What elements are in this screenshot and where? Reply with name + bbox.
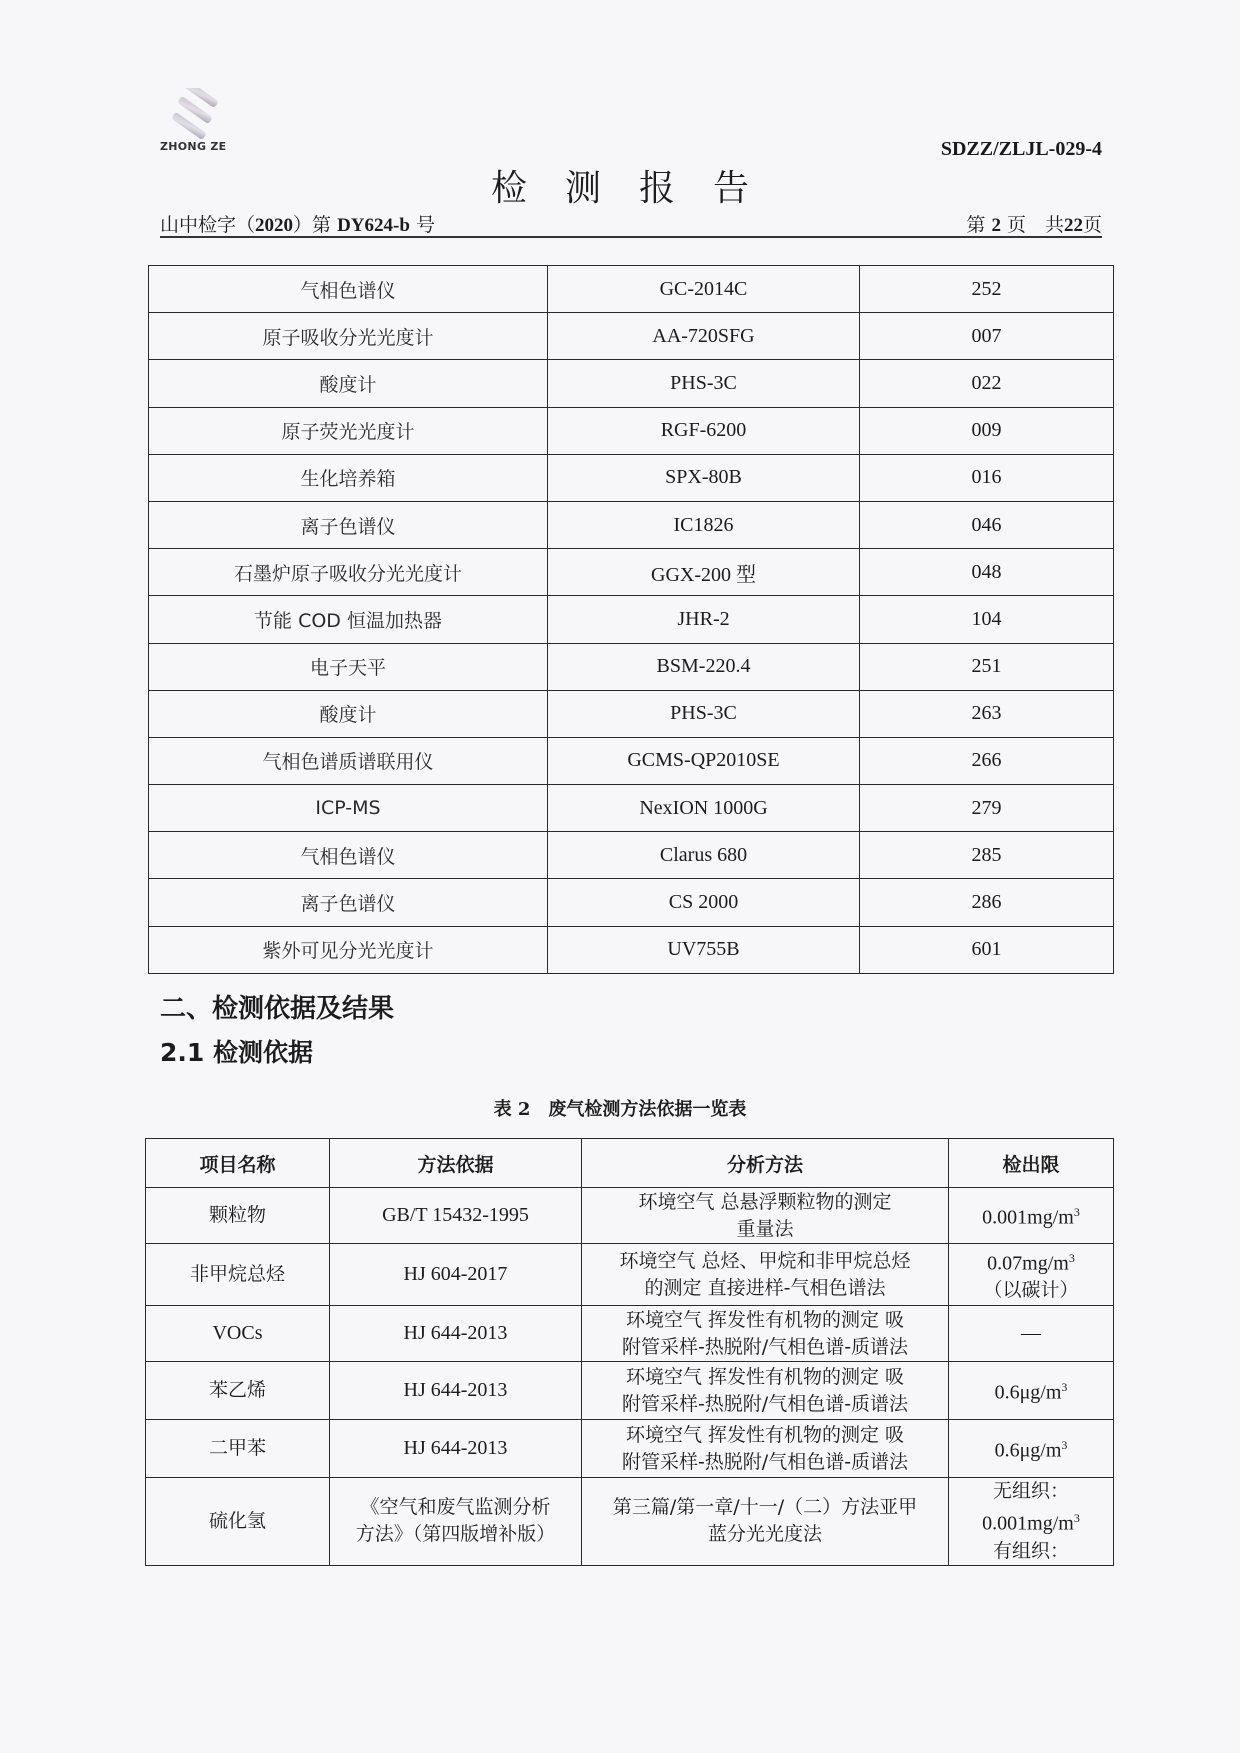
report-no-prefix: 山中检字（	[160, 214, 256, 236]
col-header-basis: 方法依据	[330, 1139, 582, 1188]
item-name: 二甲苯	[146, 1420, 330, 1478]
limit-value: 0.07mg/m	[987, 1252, 1069, 1275]
logo-stripes-icon	[168, 88, 228, 144]
limit-label-organized: 有组织：	[992, 1539, 1069, 1562]
basis-line-2: 方法》（第四版增补版）	[355, 1523, 556, 1546]
equipment-model: NexION 1000G	[548, 785, 860, 832]
limit-value: 0.6μg/m	[994, 1381, 1062, 1404]
limit-value: 0.001mg/m	[982, 1206, 1074, 1229]
equipment-id: 007	[860, 313, 1114, 360]
table-row	[149, 596, 1114, 643]
page-total: 22	[1063, 215, 1083, 236]
table-row	[146, 1244, 1114, 1306]
item-name: 颗粒物	[146, 1188, 330, 1244]
table-row	[149, 832, 1114, 879]
table-row	[146, 1420, 1114, 1478]
equipment-model: GCMS-QP2010SE	[548, 737, 860, 784]
table-row	[149, 643, 1114, 690]
table-caption: 表 2 废气检测方法依据一览表	[493, 1099, 747, 1120]
equipment-name: 电子天平	[149, 643, 548, 690]
equipment-id: 279	[860, 785, 1114, 832]
logo-text: ZHONG ZE	[160, 140, 227, 153]
equipment-model: AA-720SFG	[548, 313, 860, 360]
limit-exponent: 3	[1068, 1250, 1075, 1265]
detection-limit: —	[949, 1306, 1114, 1362]
equipment-model: IC1826	[548, 501, 860, 548]
document-code: SDZZ/ZLJL-029-4	[940, 138, 1102, 160]
equipment-id: 009	[860, 407, 1114, 454]
item-name: 非甲烷总烃	[146, 1244, 330, 1306]
company-logo	[168, 88, 228, 144]
equipment-id: 048	[860, 549, 1114, 596]
method-basis: HJ 604-2017	[330, 1244, 582, 1306]
table-row	[149, 690, 1114, 737]
analysis-method	[582, 1244, 949, 1306]
equipment-id: 251	[860, 643, 1114, 690]
method-line-1: 环境空气 挥发性有机物的测定 吸	[625, 1308, 905, 1331]
equipment-id: 285	[860, 832, 1114, 879]
table-row	[149, 785, 1114, 832]
equipment-id: 263	[860, 690, 1114, 737]
equipment-model: Clarus 680	[548, 832, 860, 879]
equipment-name: 生化培养箱	[149, 454, 548, 501]
item-name: VOCs	[146, 1306, 330, 1362]
equipment-name: 离子色谱仪	[149, 879, 548, 926]
report-no-suffix: 号	[409, 214, 435, 236]
analysis-method	[582, 1306, 949, 1362]
method-line-1: 环境空气 总悬浮颗粒物的测定	[638, 1190, 892, 1213]
equipment-name: 酸度计	[149, 360, 548, 407]
table-row	[146, 1478, 1114, 1566]
detection-limit	[949, 1420, 1114, 1478]
analysis-method	[582, 1362, 949, 1420]
subsection-heading: 2.1 检测依据	[160, 1038, 313, 1067]
method-line-2: 重量法	[736, 1217, 794, 1240]
equipment-model: PHS-3C	[548, 690, 860, 737]
equipment-model: PHS-3C	[548, 360, 860, 407]
equipment-table	[148, 265, 1114, 974]
col-header-item: 项目名称	[146, 1139, 330, 1188]
limit-exponent: 3	[1073, 1205, 1080, 1220]
analysis-method	[582, 1188, 949, 1244]
equipment-name: 节能 COD 恒温加热器	[149, 596, 548, 643]
equipment-id: 252	[860, 266, 1114, 313]
limit-value: 0.6μg/m	[994, 1439, 1062, 1462]
equipment-id: 104	[860, 596, 1114, 643]
table-row	[149, 360, 1114, 407]
page-label-2: 页 共	[1000, 214, 1064, 236]
page-title: 检测报告	[490, 168, 787, 209]
equipment-model: JHR-2	[548, 596, 860, 643]
equipment-id: 266	[860, 737, 1114, 784]
report-number	[160, 210, 435, 237]
method-line-2: 附管采样-热脱附/气相色谱-质谱法	[621, 1335, 909, 1358]
table-row	[146, 1188, 1114, 1244]
col-header-limit: 检出限	[949, 1139, 1114, 1188]
table-row	[149, 407, 1114, 454]
detection-limit	[949, 1244, 1114, 1306]
table-header-row	[146, 1139, 1114, 1188]
col-header-method: 分析方法	[582, 1139, 949, 1188]
analysis-method	[582, 1420, 949, 1478]
limit-exponent: 3	[1061, 1380, 1068, 1395]
table-row	[149, 454, 1114, 501]
page-current: 2	[991, 215, 1001, 236]
method-line-1: 环境空气 总烃、甲烷和非甲烷总烃	[619, 1249, 911, 1272]
page-number	[966, 210, 1102, 237]
item-name: 苯乙烯	[146, 1362, 330, 1420]
method-line-1: 环境空气 挥发性有机物的测定 吸	[625, 1365, 905, 1388]
equipment-model: CS 2000	[548, 879, 860, 926]
table-row	[149, 313, 1114, 360]
equipment-id: 016	[860, 454, 1114, 501]
equipment-name: 石墨炉原子吸收分光光度计	[149, 549, 548, 596]
method-basis	[330, 1478, 582, 1566]
table-row	[146, 1306, 1114, 1362]
table-row	[149, 501, 1114, 548]
table-row	[149, 549, 1114, 596]
method-line-2: 附管采样-热脱附/气相色谱-质谱法	[621, 1450, 909, 1473]
table-row	[149, 737, 1114, 784]
limit-exponent: 3	[1061, 1438, 1068, 1453]
method-line-1: 第三篇/第一章/十一/（二）方法亚甲	[612, 1496, 918, 1519]
method-line-1: 环境空气 挥发性有机物的测定 吸	[625, 1423, 905, 1446]
report-year: 2020	[255, 215, 294, 236]
equipment-model: UV755B	[548, 926, 860, 973]
table-row	[149, 879, 1114, 926]
equipment-name: ICP-MS	[149, 785, 548, 832]
table-row	[149, 266, 1114, 313]
method-line-2: 蓝分光光度法	[707, 1523, 822, 1546]
method-line-2: 的测定 直接进样-气相色谱法	[644, 1276, 886, 1299]
method-basis: HJ 644-2013	[330, 1306, 582, 1362]
equipment-model: RGF-6200	[548, 407, 860, 454]
header-divider	[160, 236, 1102, 238]
detection-limit	[949, 1362, 1114, 1420]
equipment-name: 紫外可见分光光度计	[149, 926, 548, 973]
section-heading: 二、检测依据及结果	[160, 994, 395, 1024]
method-line-2: 附管采样-热脱附/气相色谱-质谱法	[621, 1392, 909, 1415]
equipment-id: 601	[860, 926, 1114, 973]
limit-label-fugitive: 无组织：	[992, 1480, 1069, 1502]
equipment-name: 离子色谱仪	[149, 501, 548, 548]
equipment-name: 气相色谱质谱联用仪	[149, 737, 548, 784]
equipment-model: SPX-80B	[548, 454, 860, 501]
limit-exponent: 3	[1073, 1511, 1080, 1525]
report-id: DY624-b	[337, 215, 410, 236]
basis-line-1: 《空气和废气监测分析	[360, 1496, 551, 1519]
table-row	[146, 1362, 1114, 1420]
report-no-mid: ）第	[293, 214, 338, 236]
equipment-name: 气相色谱仪	[149, 832, 548, 879]
item-name: 硫化氢	[146, 1478, 330, 1566]
equipment-id: 286	[860, 879, 1114, 926]
equipment-name: 原子吸收分光光度计	[149, 313, 548, 360]
equipment-model: GGX-200 型	[548, 549, 860, 596]
page-label-1: 第	[966, 214, 992, 236]
analysis-method	[582, 1478, 949, 1566]
detection-limit	[949, 1188, 1114, 1244]
method-basis: HJ 644-2013	[330, 1362, 582, 1420]
method-table	[145, 1138, 1114, 1566]
equipment-model: GC-2014C	[548, 266, 860, 313]
equipment-id: 022	[860, 360, 1114, 407]
equipment-name: 气相色谱仪	[149, 266, 548, 313]
detection-limit	[949, 1478, 1114, 1566]
table-row	[149, 926, 1114, 973]
method-basis: GB/T 15432-1995	[330, 1188, 582, 1244]
method-basis: HJ 644-2013	[330, 1420, 582, 1478]
equipment-id: 046	[860, 501, 1114, 548]
equipment-name: 原子荧光光度计	[149, 407, 548, 454]
page-label-3: 页	[1082, 214, 1102, 236]
limit-value: 0.001mg/m	[982, 1512, 1074, 1535]
limit-note: （以碳计）	[983, 1279, 1079, 1302]
equipment-name: 酸度计	[149, 690, 548, 737]
equipment-model: BSM-220.4	[548, 643, 860, 690]
